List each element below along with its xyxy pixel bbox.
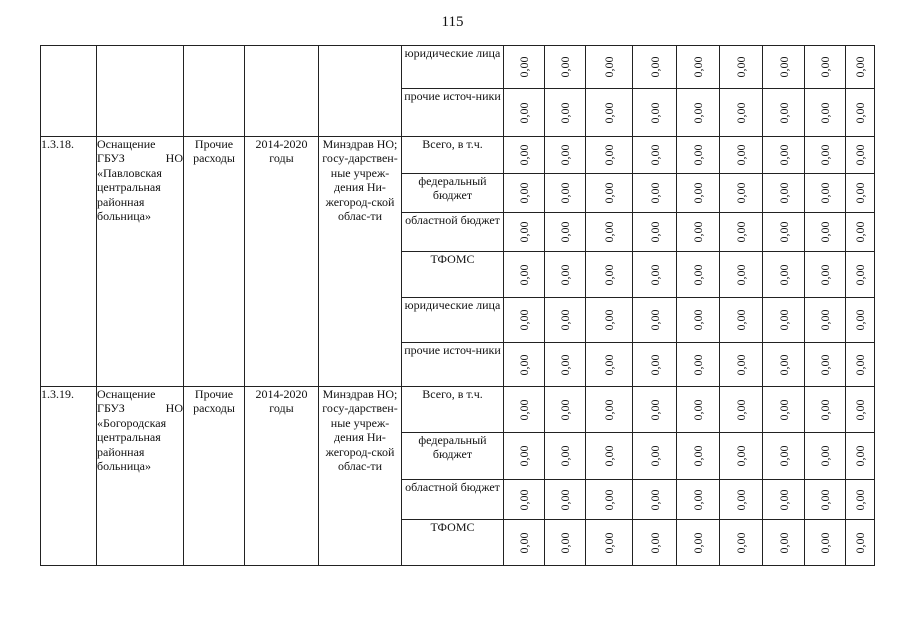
value-text: 0,00	[690, 102, 705, 123]
value-text: 0,00	[817, 399, 832, 420]
value-cell	[846, 387, 875, 433]
value-cell	[720, 520, 763, 566]
value-cell	[720, 252, 763, 298]
value-cell	[677, 174, 720, 213]
value-text: 0,00	[516, 399, 531, 420]
value-cell	[763, 387, 805, 433]
value-text: 0,00	[733, 489, 748, 510]
value-cell	[677, 387, 720, 433]
value-cell	[545, 252, 586, 298]
value-text: 0,00	[852, 354, 867, 375]
source-cell: юридические лица	[402, 46, 504, 89]
value-cell	[633, 480, 677, 520]
value-text: 0,00	[690, 489, 705, 510]
value-text: 0,00	[776, 445, 791, 467]
number-cell	[41, 46, 97, 137]
value-cell	[677, 252, 720, 298]
value-cell	[846, 213, 875, 252]
expense-kind: Прочие расходы	[184, 387, 245, 566]
value-cell	[763, 520, 805, 566]
value-cell	[763, 343, 805, 387]
source-cell: Всего, в т.ч.	[402, 387, 504, 433]
value-text: 0,00	[817, 144, 832, 166]
value-text: 0,00	[817, 309, 832, 331]
value-cell	[545, 137, 586, 174]
value-text: 0,00	[647, 264, 662, 285]
value-cell	[763, 137, 805, 174]
value-cell	[545, 298, 586, 343]
value-cell	[846, 520, 875, 566]
value-cell	[586, 387, 633, 433]
value-text: 0,00	[516, 445, 531, 467]
value-cell	[545, 433, 586, 480]
value-text: 0,00	[817, 56, 832, 78]
value-text: 0,00	[601, 102, 616, 123]
value-text: 0,00	[852, 532, 867, 553]
value-text: 0,00	[647, 354, 662, 375]
value-text: 0,00	[852, 102, 867, 123]
value-text: 0,00	[690, 144, 705, 166]
value-cell	[720, 387, 763, 433]
value-text: 0,00	[601, 144, 616, 166]
value-cell	[677, 343, 720, 387]
value-text: 0,00	[690, 182, 705, 204]
value-text: 0,00	[647, 182, 662, 204]
value-text: 0,00	[557, 56, 572, 78]
source-cell: федеральный бюджет	[402, 433, 504, 480]
value-cell	[586, 252, 633, 298]
value-text: 0,00	[690, 309, 705, 331]
value-cell	[633, 298, 677, 343]
value-cell	[633, 174, 677, 213]
value-cell	[633, 433, 677, 480]
value-cell	[805, 433, 846, 480]
value-cell	[677, 213, 720, 252]
value-text: 0,00	[852, 182, 867, 204]
value-cell	[677, 137, 720, 174]
source-cell: прочие источ-ники	[402, 89, 504, 137]
measure-number: 1.3.18.	[41, 137, 97, 387]
table-row	[41, 137, 875, 174]
value-cell	[504, 89, 545, 137]
value-cell	[846, 433, 875, 480]
value-cell	[805, 298, 846, 343]
value-cell	[763, 174, 805, 213]
value-cell	[586, 46, 633, 89]
value-text: 0,00	[776, 144, 791, 166]
value-text: 0,00	[557, 264, 572, 285]
value-text: 0,00	[733, 144, 748, 166]
value-cell	[720, 137, 763, 174]
value-text: 0,00	[647, 399, 662, 420]
value-text: 0,00	[817, 182, 832, 204]
program-table	[40, 45, 875, 566]
value-cell	[720, 46, 763, 89]
value-text: 0,00	[516, 489, 531, 510]
value-text: 0,00	[601, 309, 616, 331]
value-text: 0,00	[557, 532, 572, 553]
value-text: 0,00	[776, 56, 791, 78]
value-text: 0,00	[647, 56, 662, 78]
value-text: 0,00	[557, 221, 572, 243]
value-text: 0,00	[817, 445, 832, 467]
value-text: 0,00	[733, 221, 748, 243]
value-cell	[545, 343, 586, 387]
value-text: 0,00	[690, 532, 705, 553]
period-cell	[245, 46, 319, 137]
value-cell	[545, 520, 586, 566]
value-text: 0,00	[776, 399, 791, 420]
value-text: 0,00	[852, 489, 867, 510]
source-cell: ТФОМС	[402, 252, 504, 298]
value-cell	[720, 89, 763, 137]
value-cell	[633, 46, 677, 89]
value-text: 0,00	[516, 221, 531, 243]
value-text: 0,00	[733, 309, 748, 331]
value-text: 0,00	[690, 399, 705, 420]
value-cell	[633, 89, 677, 137]
value-cell	[677, 480, 720, 520]
period: 2014-2020 годы	[245, 387, 319, 566]
source-cell: ТФОМС	[402, 520, 504, 566]
value-cell	[846, 46, 875, 89]
value-cell	[805, 89, 846, 137]
value-cell	[763, 480, 805, 520]
value-text: 0,00	[647, 221, 662, 243]
value-text: 0,00	[516, 144, 531, 166]
value-cell	[633, 387, 677, 433]
value-text: 0,00	[601, 354, 616, 375]
value-text: 0,00	[776, 221, 791, 243]
value-cell	[720, 343, 763, 387]
value-text: 0,00	[601, 532, 616, 553]
value-cell	[545, 213, 586, 252]
value-cell	[763, 213, 805, 252]
value-cell	[586, 174, 633, 213]
value-text: 0,00	[516, 354, 531, 375]
source-cell: прочие источ-ники	[402, 343, 504, 387]
value-text: 0,00	[852, 56, 867, 78]
value-cell	[586, 343, 633, 387]
value-cell	[504, 343, 545, 387]
value-cell	[504, 298, 545, 343]
value-cell	[586, 433, 633, 480]
value-text: 0,00	[557, 489, 572, 510]
value-cell	[805, 387, 846, 433]
value-text: 0,00	[776, 182, 791, 204]
table-row	[41, 387, 875, 433]
value-text: 0,00	[733, 182, 748, 204]
value-cell	[586, 480, 633, 520]
value-cell	[677, 520, 720, 566]
value-text: 0,00	[776, 489, 791, 510]
value-text: 0,00	[557, 182, 572, 204]
value-text: 0,00	[733, 532, 748, 553]
value-text: 0,00	[647, 309, 662, 331]
executor: Минздрав НО; госу-дарствен-ные учреж-дения Ни-жегород-ской облас-ти	[319, 387, 402, 566]
value-cell	[677, 298, 720, 343]
value-text: 0,00	[733, 56, 748, 78]
value-text: 0,00	[557, 399, 572, 420]
source-cell: федеральный бюджет	[402, 174, 504, 213]
value-text: 0,00	[557, 102, 572, 123]
value-text: 0,00	[733, 264, 748, 285]
value-text: 0,00	[817, 489, 832, 510]
value-text: 0,00	[852, 144, 867, 166]
value-cell	[805, 343, 846, 387]
value-text: 0,00	[733, 445, 748, 467]
value-text: 0,00	[601, 445, 616, 467]
value-cell	[805, 174, 846, 213]
value-cell	[720, 174, 763, 213]
value-cell	[720, 480, 763, 520]
value-text: 0,00	[817, 221, 832, 243]
value-cell	[846, 174, 875, 213]
value-text: 0,00	[647, 532, 662, 553]
source-cell: областной бюджет	[402, 480, 504, 520]
page-number: 115	[441, 14, 464, 30]
value-text: 0,00	[776, 264, 791, 285]
value-text: 0,00	[776, 309, 791, 331]
value-cell	[545, 89, 586, 137]
value-cell	[763, 46, 805, 89]
value-cell	[805, 46, 846, 89]
value-text: 0,00	[690, 264, 705, 285]
value-cell	[586, 137, 633, 174]
value-cell	[677, 433, 720, 480]
value-cell	[545, 387, 586, 433]
value-text: 0,00	[852, 309, 867, 331]
value-cell	[805, 252, 846, 298]
value-text: 0,00	[852, 445, 867, 467]
value-cell	[763, 89, 805, 137]
value-text: 0,00	[690, 354, 705, 375]
measure-number: 1.3.19.	[41, 387, 97, 566]
value-text: 0,00	[852, 399, 867, 420]
value-cell	[504, 520, 545, 566]
value-cell	[846, 137, 875, 174]
value-text: 0,00	[601, 264, 616, 285]
value-text: 0,00	[776, 532, 791, 553]
value-cell	[504, 213, 545, 252]
table-body	[41, 46, 875, 566]
source-cell: Всего, в т.ч.	[402, 137, 504, 174]
value-text: 0,00	[776, 102, 791, 123]
value-text: 0,00	[557, 354, 572, 375]
value-cell	[677, 46, 720, 89]
measure-name: Оснащение ГБУЗ НО «Павловская центральная районная больница»	[97, 137, 184, 387]
value-cell	[805, 480, 846, 520]
value-cell	[504, 137, 545, 174]
value-text: 0,00	[516, 532, 531, 553]
value-cell	[805, 137, 846, 174]
value-text: 0,00	[601, 221, 616, 243]
value-text: 0,00	[601, 399, 616, 420]
value-cell	[633, 213, 677, 252]
name-cell	[97, 46, 184, 137]
value-text: 0,00	[852, 264, 867, 285]
value-text: 0,00	[690, 445, 705, 467]
measure-name: Оснащение ГБУЗ НО «Богородская центральная районная больница»	[97, 387, 184, 566]
value-text: 0,00	[690, 56, 705, 78]
value-text: 0,00	[776, 354, 791, 375]
value-cell	[504, 480, 545, 520]
value-cell	[545, 174, 586, 213]
value-cell	[504, 174, 545, 213]
value-cell	[720, 213, 763, 252]
value-text: 0,00	[516, 309, 531, 331]
value-cell	[586, 213, 633, 252]
value-cell	[846, 252, 875, 298]
value-text: 0,00	[516, 56, 531, 78]
value-cell	[633, 252, 677, 298]
value-text: 0,00	[647, 445, 662, 467]
value-cell	[763, 252, 805, 298]
value-cell	[504, 387, 545, 433]
source-cell: юридические лица	[402, 298, 504, 343]
value-cell	[846, 89, 875, 137]
value-text: 0,00	[733, 399, 748, 420]
value-text: 0,00	[557, 309, 572, 331]
value-text: 0,00	[601, 56, 616, 78]
value-text: 0,00	[733, 354, 748, 375]
value-cell	[545, 480, 586, 520]
value-cell	[677, 89, 720, 137]
table-row	[41, 46, 875, 89]
value-cell	[846, 298, 875, 343]
value-cell	[586, 298, 633, 343]
value-text: 0,00	[601, 182, 616, 204]
value-text: 0,00	[647, 102, 662, 123]
period: 2014-2020 годы	[245, 137, 319, 387]
value-cell	[720, 433, 763, 480]
value-cell	[763, 433, 805, 480]
value-text: 0,00	[647, 489, 662, 510]
value-text: 0,00	[557, 144, 572, 166]
value-cell	[633, 137, 677, 174]
value-cell	[504, 433, 545, 480]
value-text: 0,00	[516, 264, 531, 285]
value-cell	[720, 298, 763, 343]
value-cell	[633, 343, 677, 387]
value-cell	[504, 46, 545, 89]
source-cell: областной бюджет	[402, 213, 504, 252]
executor: Минздрав НО; госу-дарствен-ные учреж-дения Ни-жегород-ской облас-ти	[319, 137, 402, 387]
value-cell	[763, 298, 805, 343]
value-cell	[545, 46, 586, 89]
value-text: 0,00	[601, 489, 616, 510]
value-cell	[504, 252, 545, 298]
value-text: 0,00	[817, 354, 832, 375]
value-text: 0,00	[516, 182, 531, 204]
expense-kind: Прочие расходы	[184, 137, 245, 387]
value-text: 0,00	[817, 102, 832, 123]
value-cell	[633, 520, 677, 566]
value-text: 0,00	[557, 445, 572, 467]
kind-cell	[184, 46, 245, 137]
value-cell	[805, 213, 846, 252]
value-text: 0,00	[647, 144, 662, 166]
value-text: 0,00	[817, 264, 832, 285]
value-text: 0,00	[516, 102, 531, 123]
value-cell	[586, 89, 633, 137]
value-cell	[846, 343, 875, 387]
value-text: 0,00	[690, 221, 705, 243]
value-cell	[586, 520, 633, 566]
executor-cell	[319, 46, 402, 137]
value-cell	[846, 480, 875, 520]
value-text: 0,00	[852, 221, 867, 243]
value-text: 0,00	[733, 102, 748, 123]
value-cell	[805, 520, 846, 566]
value-text: 0,00	[817, 532, 832, 553]
